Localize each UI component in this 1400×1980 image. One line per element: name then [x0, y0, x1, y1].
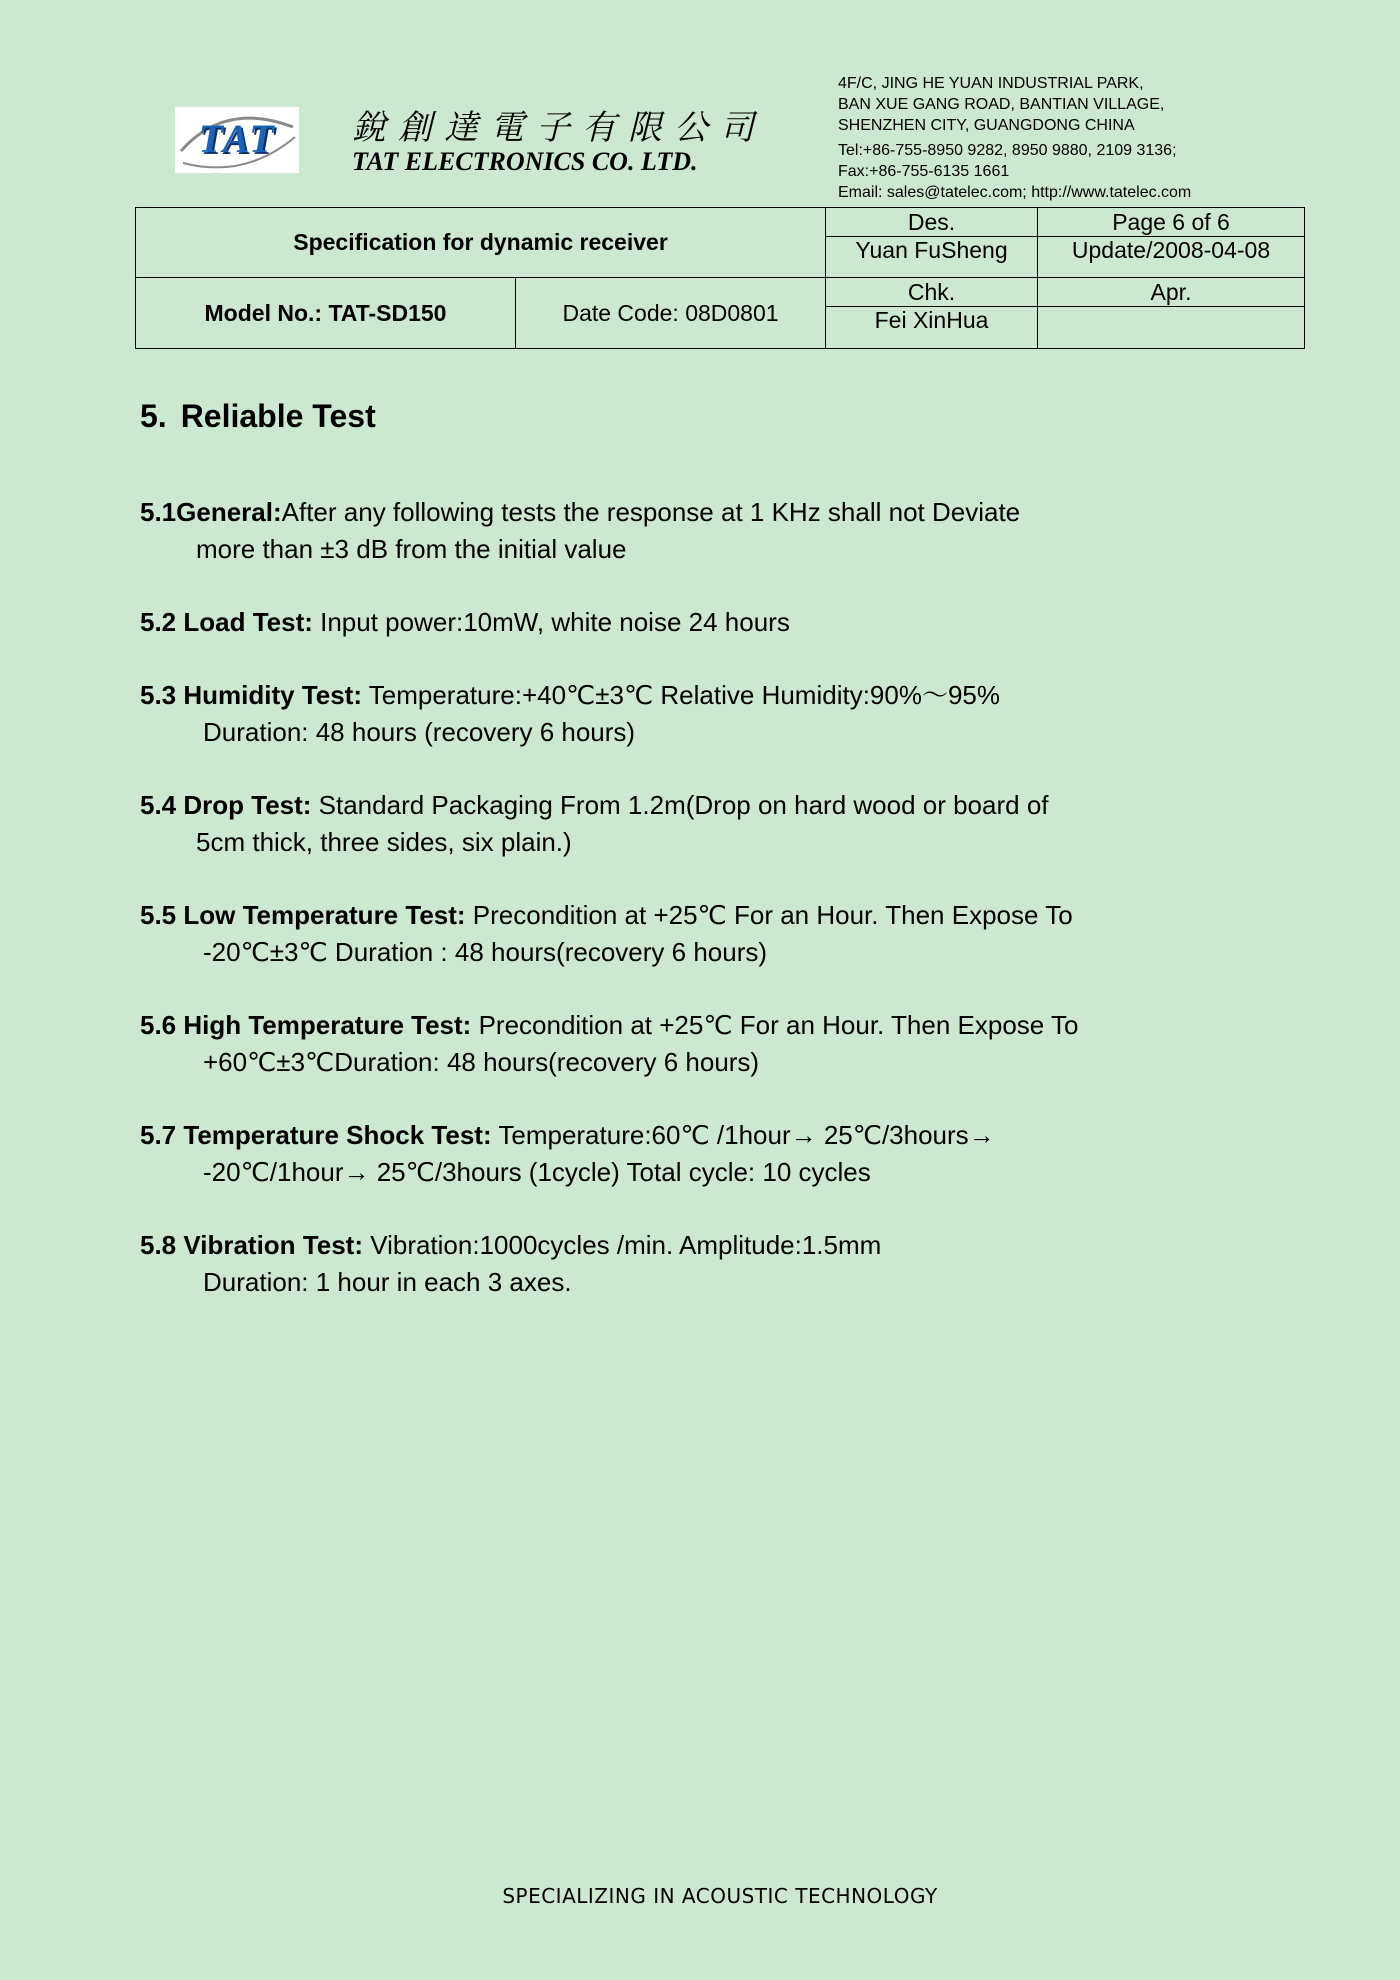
test-description: After any following tests the response at 1 KHz shall not Deviate [281, 497, 1021, 527]
model-number: Model No.: TAT-SD150 [136, 278, 516, 349]
test-label: 5.3 Humidity Test: [140, 680, 363, 710]
test-label: 5.7 Temperature Shock Test: [140, 1120, 492, 1150]
test-description: Temperature:+40℃±3℃ Relative Humidity:90%～95% [362, 680, 1000, 710]
test-label: 5.8 Vibration Test: [140, 1230, 363, 1260]
specification-table [135, 207, 1305, 349]
test-label: 5.2 Load Test: [140, 607, 313, 637]
test-description: Precondition at +25℃ For an Hour. Then Expose To [465, 900, 1073, 930]
test-label: 5.6 High Temperature Test: [140, 1010, 472, 1040]
test-item-low-temperature [140, 897, 1260, 971]
test-description-continued: Duration: 48 hours (recovery 6 hours) [203, 717, 636, 747]
test-description-continued: +60℃±3℃Duration: 48 hours(recovery 6 hours) [203, 1047, 760, 1077]
designer-name: Yuan FuSheng [826, 237, 1038, 278]
test-label: 5.4 Drop Test: [140, 790, 312, 820]
test-label: 5.1General: [140, 497, 282, 527]
company-contact-block [838, 73, 1191, 203]
test-item-load [140, 604, 1260, 641]
test-item-drop [140, 787, 1260, 861]
test-item-humidity [140, 677, 1260, 751]
company-logo [175, 107, 299, 173]
section-title: Reliable Test [180, 398, 376, 434]
email-website: Email: sales@tatelec.com; http://www.tatelec.com [838, 184, 1192, 201]
update-date: Update/2008-04-08 [1038, 237, 1305, 278]
test-description-continued: Duration: 1 hour in each 3 axes. [203, 1267, 572, 1297]
company-name-english: TAT ELECTRONICS CO. LTD. [352, 147, 698, 176]
test-description: Vibration:1000cycles /min. Amplitude:1.5mm [362, 1230, 882, 1260]
page-footer: SPECIALIZING IN ACOUSTIC TECHNOLOGY [502, 1884, 938, 1908]
test-item-vibration [140, 1227, 1260, 1301]
checker-label: Chk. [826, 278, 1038, 307]
test-description: Precondition at +25℃ For an Hour. Then Expose To [471, 1010, 1079, 1040]
test-description: Temperature:60℃ /1hour→ 25℃/3hours→ [491, 1120, 995, 1150]
spec-title: Specification for dynamic receiver [136, 208, 826, 278]
test-item-temperature-shock [140, 1117, 1260, 1191]
test-label: 5.5 Low Temperature Test: [140, 900, 466, 930]
address-line-1: 4F/C, JING HE YUAN INDUSTRIAL PARK, [838, 75, 1144, 92]
telephone: Tel:+86-755-8950 9282, 8950 9880, 2109 3136; [838, 142, 1177, 159]
section-heading [140, 398, 376, 435]
date-code: Date Code: 08D0801 [516, 278, 826, 349]
address-line-2: BAN XUE GANG ROAD, BANTIAN VILLAGE, [838, 96, 1165, 113]
test-description-continued: 5cm thick, three sides, six plain.) [196, 827, 572, 857]
test-description: Standard Packaging From 1.2m(Drop on hard wood or board of [311, 790, 1049, 820]
test-description-continued: -20℃±3℃ Duration : 48 hours(recovery 6 hours) [203, 937, 768, 967]
approver-label: Apr. [1038, 278, 1305, 307]
test-list [140, 494, 1260, 1337]
test-item-high-temperature [140, 1007, 1260, 1081]
section-number: 5. [140, 398, 167, 434]
page-number: Page 6 of 6 [1038, 208, 1305, 237]
test-description-continued: more than ±3 dB from the initial value [196, 534, 627, 564]
address-line-3: SHENZHEN CITY, GUANGDONG CHINA [838, 117, 1135, 134]
test-item-general [140, 494, 1260, 568]
fax: Fax:+86-755-6135 1661 [838, 163, 1010, 180]
test-description: Input power:10mW, white noise 24 hours [312, 607, 790, 637]
logo-lettering: TAT [198, 116, 276, 161]
company-name-chinese: 銳創達電子有限公司 [352, 108, 766, 148]
test-description-continued: -20℃/1hour→ 25℃/3hours (1cycle) Total cycle: 10 cycles [203, 1157, 871, 1187]
approver-name [1038, 307, 1305, 349]
checker-name: Fei XinHua [826, 307, 1038, 349]
des-label: Des. [826, 208, 1038, 237]
